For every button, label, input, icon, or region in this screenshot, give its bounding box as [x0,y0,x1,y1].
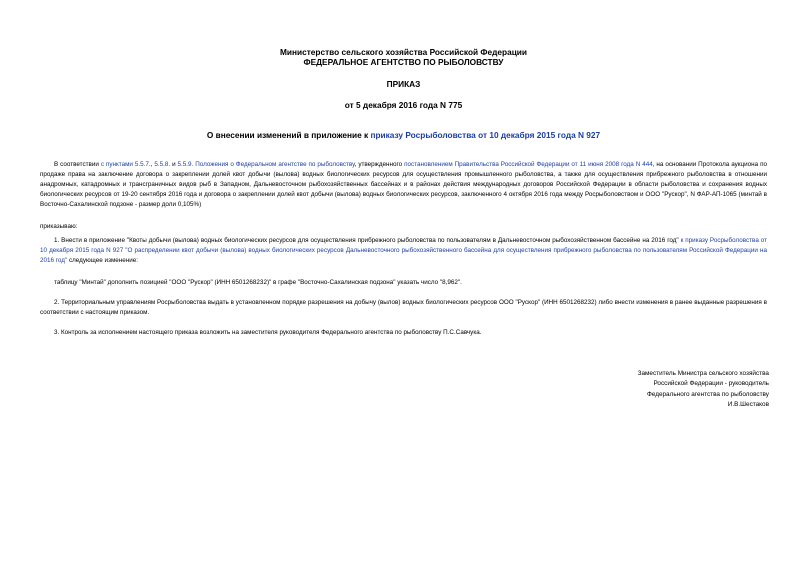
item-1-text-2: следующее изменение: [67,256,139,264]
doc-title-text: О внесении изменений в приложение к [206,130,371,140]
item-3: 3. Контроль за исполнением настоящего приказа возложить на заместителя руководителя Федерального агентства по рыболовству П.С.Савчука. [54,329,482,336]
item-1 [40,236,767,266]
item-1-link[interactable]: к приказу Росрыболовства от 10 декабря 2015 года N 927 "О распределении квот добычи (вылова) водных биологических ресурсов Дальневосточного рыбохозяйственного бассейна для осуществления прибрежного рыболовства по пользователям Российской Федерации на 2016 год" [40,237,768,264]
preamble-link-557[interactable]: с пунктами 5.5.7. [100,161,151,168]
preamble-link-558[interactable]: 5.5.8. [154,161,171,168]
signature-line-2: Российской Федерации - руководитель [653,380,769,387]
preamble [40,160,767,210]
header-ministry: Министерство сельского хозяйства Российской Федерации [280,47,527,57]
preamble-text-5: , на основании Протокола аукциона по продаже права на заключение договора о закреплении долей квот добычи (вылова) водных биологических ресурсов для осуществления промышленного рыболовства, а также для осуществления прибрежного рыболовства в отношении анадромных, катадромных и трансграничных видов рыб в Западном, Дальневосточном рыбохозяйственных бассейнах и в районах действия международных договоров Российской Федерации в области рыболовства и сохранения водных биологических ресурсов от 19-20 сентября 2016 года и договора о закреплении долей квот добычи (вылова) водных биологических ресурсов, заключенного 4 октября 2016 года между Росрыболовством и ООО "Рускор", N ФАР-АП-1065 (минтай в Восточно-Сахалинской подзоне - размер доли 0,105%) [40,161,767,208]
preamble-text-1: В соответствии [54,161,101,168]
item-1-change: таблицу "Минтай" дополнить позицией "ООО "Рускор" (ИНН 6501268232)" в графе "Восточно-Сахалинская подзона" указать число "8,962". [54,279,462,286]
doc-date-number: от 5 декабря 2016 года N 775 [344,100,463,110]
header-agency: ФЕДЕРАЛЬНОЕ АГЕНТСТВО ПО РЫБОЛОВСТВУ [303,57,504,67]
item-1-text-1: 1. Внести в приложение "Квоты добычи (вылова) водных биологических ресурсов для осуществления прибрежного рыболовства по пользователям в Дальневосточном рыбохозяйственном бассейне на 2016 год" [54,237,681,244]
doc-type: ПРИКАЗ [386,79,421,89]
preamble-text-3: и [170,161,178,168]
preamble-text-4: , утвержденного [354,161,405,168]
item-2: 2. Территориальным управлениям Росрыболовства выдать в установленном порядке разрешения на добычу (вылов) водных биологических ресурсов ООО "Рускор" (ИНН 6501268232) либо внести изменения в ранее выданные разрешения в соответствии с настоящим приказом. [40,299,767,316]
doc-title-link[interactable]: приказу Росрыболовства от 10 декабря 2015 года N 927 [370,130,601,140]
preamble-link-559[interactable]: 5.5.9. Положения о Федеральном агентстве по рыболовству [177,161,355,168]
order-word: приказываю: [40,223,78,230]
doc-title [0,130,807,140]
preamble-link-decree[interactable]: постановлением Правительства Российской Федерации от 11 июня 2008 года N 444 [404,161,653,168]
signature-line-1: Заместитель Министра сельского хозяйства [637,370,769,377]
preamble-text-2: , [150,161,155,168]
signature-line-3: Федерального агентства по рыболовству [646,391,769,398]
signature-name: И.В.Шестаков [727,401,769,408]
